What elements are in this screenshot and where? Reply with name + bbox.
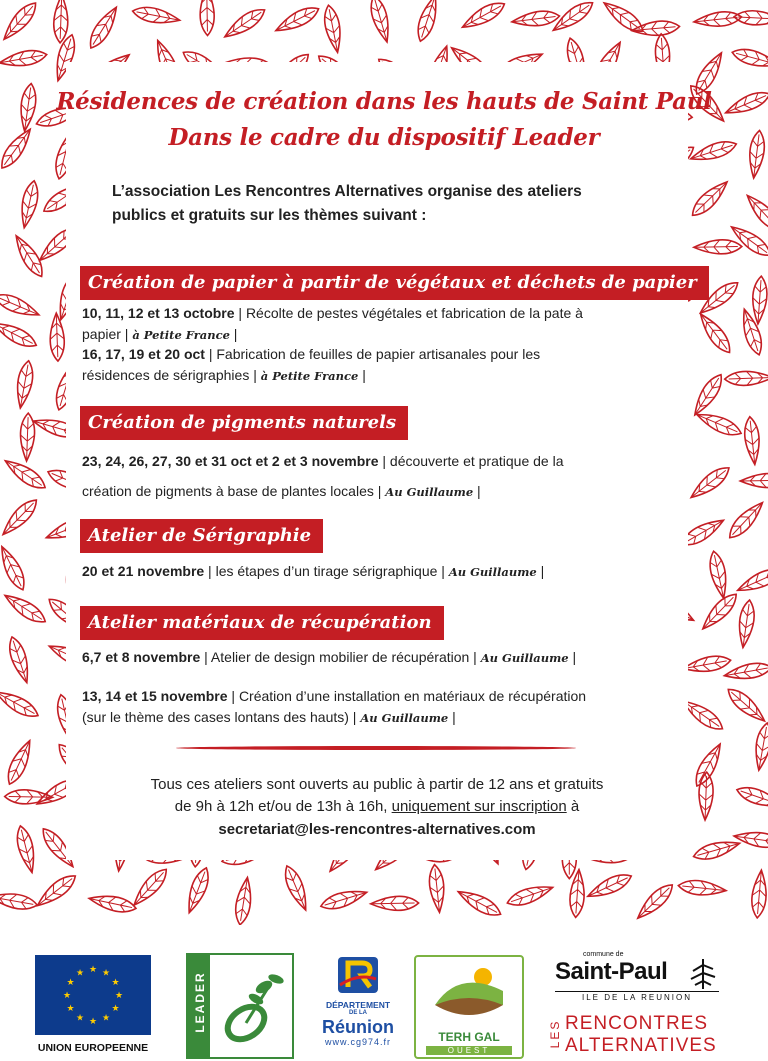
entry-dates: 16, 17, 19 et 20 oct xyxy=(82,346,205,362)
leaf-icon xyxy=(752,722,768,772)
entry-dates: 20 et 21 novembre xyxy=(82,563,205,579)
entry-separator: | xyxy=(473,483,481,499)
leaf-icon xyxy=(694,239,742,254)
leaf-icon xyxy=(414,0,442,43)
leaf-icon xyxy=(0,495,41,539)
leaf-icon xyxy=(694,408,744,440)
leaf-icon xyxy=(0,48,48,70)
entry-text: | Récolte de pestes végétales et fabrication de la pate à xyxy=(234,305,583,321)
entry-separator: | xyxy=(448,709,456,725)
terh-gal-name: TERH GAL xyxy=(438,1030,500,1044)
entry-text: | Création d’une installation en matériaux de récupération xyxy=(227,688,587,704)
entry-dates: 13, 14 et 15 novembre xyxy=(82,688,228,704)
entry-place: à Petite France xyxy=(132,328,230,342)
entry-text: création de pigments à base de plantes locales | xyxy=(82,483,386,499)
entry-dates: 23, 24, 26, 27, 30 et 31 oct et 2 et 3 novembre xyxy=(82,453,379,469)
entry-text: (sur le thème des cases lontans des hauts) | xyxy=(82,709,361,725)
leaf-icon xyxy=(585,870,634,903)
leaf-icon xyxy=(280,863,312,913)
eu-star-icon: ★ xyxy=(75,1013,85,1024)
entry-recuperation-2 xyxy=(82,686,682,729)
leaf-icon xyxy=(751,276,768,325)
entry-place: Au Guillaume xyxy=(360,711,449,725)
intro-text xyxy=(112,180,672,228)
eu-star-icon: ★ xyxy=(101,1013,111,1024)
leaf-icon xyxy=(200,0,215,36)
tree-icon xyxy=(685,955,721,991)
leaf-icon xyxy=(633,880,677,923)
leaf-icon xyxy=(273,3,322,37)
leader-sprout-icon xyxy=(216,965,290,1049)
leaf-icon xyxy=(17,179,41,229)
leaf-icon xyxy=(692,837,742,864)
eu-star-icon: ★ xyxy=(114,991,124,1001)
entry-recuperation-1 xyxy=(82,647,682,669)
leader-logo xyxy=(186,953,294,1059)
entry-text: papier | xyxy=(82,326,133,342)
leaf-icon xyxy=(689,371,727,419)
leaf-icon xyxy=(733,829,768,850)
leaf-icon xyxy=(33,871,79,912)
entry-separator: | xyxy=(536,563,545,579)
eu-star-icon: ★ xyxy=(111,1004,120,1014)
leaf-icon xyxy=(367,0,394,44)
footer-a: à xyxy=(566,798,580,815)
saint-paul-name: Saint-Paul xyxy=(555,958,668,985)
leaf-icon xyxy=(682,653,732,675)
leaf-icon xyxy=(0,317,39,351)
ra-les: LES xyxy=(548,1019,562,1049)
entry-dates: 6,7 et 8 novembre xyxy=(82,649,201,665)
leaf-icon xyxy=(740,473,768,488)
leaf-icon xyxy=(742,191,768,236)
saint-paul-logo xyxy=(545,951,735,1059)
reunion-logo xyxy=(313,955,403,1059)
saint-paul-sub: ILE DE LA REUNION xyxy=(555,991,719,1002)
leaf-icon xyxy=(455,886,504,921)
leaf-icon xyxy=(736,599,757,648)
leaf-icon xyxy=(688,177,732,220)
headline-line-1: Résidences de création dans les hauts de Saint Paul xyxy=(56,88,712,115)
leaf-icon xyxy=(724,684,768,726)
leaf-icon xyxy=(511,9,560,29)
ra-line-1: RENCONTRES xyxy=(565,1013,709,1034)
leaf-icon xyxy=(678,879,727,898)
leaf-icon xyxy=(730,46,768,72)
eu-star-icon: ★ xyxy=(88,1017,98,1027)
leaf-icon xyxy=(505,881,555,910)
leaf-icon xyxy=(85,4,122,52)
entry-separator: | xyxy=(229,326,238,342)
entry-text: | les étapes d’un tirage sérigraphique | xyxy=(204,563,449,579)
eu-star-icon: ★ xyxy=(101,968,111,979)
leaf-icon xyxy=(428,864,447,913)
leaf-icon xyxy=(0,544,29,593)
leader-label: LEADER xyxy=(193,971,207,1033)
reunion-de-la: DE LA xyxy=(349,1010,367,1016)
leaf-icon xyxy=(0,686,41,722)
entry-serigraphie-1 xyxy=(82,561,682,583)
leaf-icon xyxy=(129,865,172,910)
intro-line-2: publics et gratuits sur les thèmes suivant : xyxy=(112,207,427,224)
eu-logo xyxy=(35,955,151,1054)
ra-les-block xyxy=(545,1015,563,1057)
section-banner-pigments: Création de pigments naturels xyxy=(80,406,408,440)
intro-line-1: L’association Les Rencontres Alternatives organise des ateliers xyxy=(112,183,582,200)
reunion-r-icon xyxy=(336,955,380,995)
leaf-icon xyxy=(370,896,418,911)
leaf-icon xyxy=(707,550,731,600)
eu-star-icon: ★ xyxy=(66,978,75,988)
section-banner-recuperation: Atelier matériaux de récupération xyxy=(80,606,444,640)
entry-separator: | xyxy=(358,367,366,383)
section-banner-papier: Création de papier à partir de végétaux et déchets de papier xyxy=(80,266,709,300)
entry-separator: | xyxy=(568,649,577,665)
leaf-icon xyxy=(13,360,35,410)
leaf-icon xyxy=(88,892,138,916)
leaf-icon xyxy=(322,4,345,54)
saint-paul-commune: commune de xyxy=(583,951,624,958)
leaf-icon xyxy=(735,564,768,596)
leaf-icon xyxy=(233,876,254,925)
entry-text: | découverte et pratique de la xyxy=(378,453,564,469)
leaf-icon xyxy=(743,416,762,465)
entry-pigments-1 xyxy=(82,446,682,507)
leaf-icon xyxy=(319,886,369,913)
divider-stroke xyxy=(176,746,576,750)
section-banner-serigraphie: Atelier de Sérigraphie xyxy=(80,519,323,553)
leaf-icon xyxy=(698,589,741,633)
leaf-icon xyxy=(14,824,39,874)
entry-dates: 10, 11, 12 et 13 octobre xyxy=(82,305,235,321)
eu-star-icon: ★ xyxy=(66,1004,75,1014)
leaf-icon xyxy=(5,635,33,685)
entry-place: Au Guillaume xyxy=(480,651,569,665)
eu-label: UNION EUROPEENNE xyxy=(37,1042,149,1054)
footer-email[interactable]: secretariat@les-rencontres-alternatives.com xyxy=(218,821,536,838)
leaf-icon xyxy=(0,290,42,322)
entry-text: | Fabrication de feuilles de papier artisanales pour les xyxy=(204,346,541,362)
leaf-icon xyxy=(49,313,65,361)
footer-hours: de 9h à 12h et/ou de 13h à 16h, xyxy=(174,798,392,815)
leaf-icon xyxy=(695,310,735,357)
leaf-icon xyxy=(734,10,768,26)
footer-line-1: Tous ces ateliers sont ouverts au public à partir de 12 ans et gratuits xyxy=(150,776,604,793)
leaf-icon xyxy=(183,865,213,915)
leaf-icon xyxy=(53,0,69,43)
partner-logos-row xyxy=(0,925,768,1061)
leaf-icon xyxy=(750,869,768,918)
terh-gal-sub: OUEST xyxy=(426,1046,512,1055)
leaf-icon xyxy=(693,10,742,29)
leaf-icon xyxy=(687,462,733,503)
eu-star-icon: ★ xyxy=(75,968,85,979)
terh-gal-logo xyxy=(414,955,524,1059)
leaf-icon xyxy=(735,783,768,812)
footer-inscription: uniquement sur inscription xyxy=(391,798,567,815)
leaf-icon xyxy=(723,660,768,682)
leaf-icon xyxy=(1,455,49,493)
leaf-icon xyxy=(724,370,768,386)
eu-star-icon: ★ xyxy=(88,965,98,975)
leaf-icon xyxy=(725,498,768,543)
leaf-icon xyxy=(459,0,508,33)
entry-place: Au Guillaume xyxy=(385,485,474,499)
leaf-icon xyxy=(0,890,38,912)
eu-star-icon: ★ xyxy=(111,978,120,988)
entry-text: | Atelier de design mobilier de récupération | xyxy=(200,649,481,665)
leaf-icon xyxy=(131,4,181,27)
entry-papier-2 xyxy=(82,344,682,387)
leaf-icon xyxy=(3,738,36,787)
reunion-url[interactable]: www.cg974.fr xyxy=(324,1037,392,1047)
leaf-icon xyxy=(0,0,41,44)
entry-papier-1 xyxy=(82,303,682,346)
leaf-icon xyxy=(20,413,36,461)
entry-place: Au Guillaume xyxy=(448,565,537,579)
reunion-departement: DÉPARTEMENT xyxy=(325,1000,391,1010)
ra-line-2: ALTERNATIVES xyxy=(565,1035,717,1056)
eu-flag-icon xyxy=(35,955,151,1035)
footer-line-2 xyxy=(66,798,688,815)
leaf-icon xyxy=(600,0,647,37)
eu-star-icon: ★ xyxy=(62,991,72,1001)
reunion-name: Réunion xyxy=(322,1017,394,1037)
terh-landscape-icon xyxy=(429,961,509,1025)
entry-place: à Petite France xyxy=(260,369,359,383)
leaf-icon xyxy=(691,741,727,790)
entry-text: résidences de sérigraphies | xyxy=(82,367,261,383)
leaf-icon xyxy=(221,4,269,42)
leaf-icon xyxy=(1,590,49,628)
headline-line-2: Dans le cadre du dispositif Leader xyxy=(168,124,600,151)
